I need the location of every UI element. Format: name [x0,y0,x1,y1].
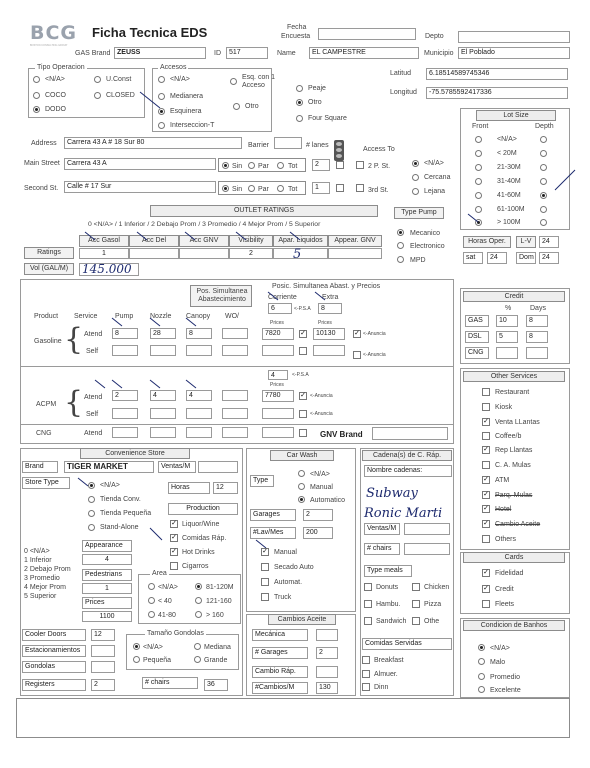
two-p-st-label: 2 P. St. [368,163,391,170]
gasoline-brace: { [64,322,84,357]
banos-na-label: <N/A> [490,645,510,652]
store-tienda-conv-label: Tienda Conv. [100,496,141,503]
horas-oper-label: Horas Oper. [463,236,511,248]
credit-gas-days[interactable]: 8 [526,315,548,327]
cambio-aceite-check[interactable]: ✓ [483,520,489,527]
access-cercana-label: Cercana [424,174,451,181]
accesos-interseccion-label: Interseccion-T [170,122,215,129]
address-field[interactable]: Carrera 43 A # 18 Sur 80 [64,137,242,149]
tick-acpm-pump [112,380,122,388]
acpm-canopy-field[interactable]: 4 [186,390,212,401]
page-title: Ficha Tecnica EDS [92,25,208,40]
cadena-handwritten-2: Ronic Marti [364,506,443,521]
tick-nozzle [150,318,160,326]
anuncia-label-3: <-Anuncia [310,393,333,399]
car-wash-title: Car Wash [270,450,334,461]
fidelidad-label: Fidelidad [495,570,524,577]
cambios-mes-field[interactable]: 130 [316,682,338,694]
four-square-label: Four Square [308,115,347,122]
cs-horas-field[interactable]: 12 [213,482,238,494]
cigarros-label: Cigarros [182,563,209,570]
pump-mpd-label: MPD [410,257,426,264]
credit-gas-label: GAS [465,315,489,327]
cambio-aceite-label: Cambio Aceite [495,521,541,528]
cadenas-ventas-label: Ventas/M [364,523,400,535]
acpm-price-check[interactable]: ✓ [300,392,306,399]
lanes-label: # lanes [306,142,329,149]
credit-dsl-days[interactable]: 8 [526,331,548,343]
name-field[interactable]: EL CAMPESTRE [309,47,419,59]
front-label: Front [472,123,489,130]
accesos-medianera-label: Medianera [170,93,204,100]
gasoline-atend-label: Atend [84,331,103,338]
lot-size-title: Lot Size [476,110,556,121]
acpm-nozzle-field[interactable]: 4 [150,390,176,401]
scale-3: 3 Promedio [24,575,60,582]
donuts-label: Donuts [376,584,399,591]
banos-malo-label: Malo [490,659,506,666]
lot-21-30-label: 21-30M [497,164,521,171]
access-to-label: Access To [363,146,395,153]
tick-corriente [268,292,278,300]
venta-llantas-label: Venta LLantas [495,419,540,426]
outlet-ratings-title: OUTLET RATINGS [150,205,378,217]
credit-dsl-label: DSL [465,331,489,343]
gasoline-label: Gasoline [34,338,62,345]
scale-4: 4 Mejor Prom [24,584,67,591]
liquor-check[interactable]: ✓ [171,520,177,527]
credit-gas-pct[interactable]: 10 [496,315,518,327]
cooler-doors-label: Cooler Doors [22,629,86,641]
extra-field[interactable]: 8 [318,303,342,314]
area-121-160-label: 121-160 [206,598,232,605]
col-wo: WO/ [225,313,239,320]
tipo-operacion-title: Tipo Operacion [37,64,85,71]
anuncia-label-2: <-Anuncia [363,352,386,358]
acpm-self-label: Self [86,411,99,418]
tick-extra [315,292,325,300]
barrier-label: Barrier [248,142,270,149]
hambu-label: Hambu. [376,601,401,608]
lav-mes-field[interactable]: 200 [303,527,333,539]
lot-31-40-label: 31-40M [497,178,521,185]
col-product: Product [34,313,59,320]
appearance-field[interactable]: 4 [82,554,132,565]
pedestrians-label: Pedestrians [82,569,132,581]
rating-col-apar-liquidos[interactable]: Apar. Liquidos [273,235,328,247]
depto-label: Depto [425,33,444,40]
address-label: Address [31,140,57,147]
comidas-rap-check[interactable]: ✓ [171,534,177,541]
lot-61-100-label: 61-100M [497,206,525,213]
longitud-label: Longitud [390,89,417,96]
area-label: Area [152,570,167,577]
wash-manual-check[interactable]: ✓ [262,548,268,555]
access-na-label: <N/A> [424,160,444,167]
cs-ventas-label: Ventas/M [158,461,196,473]
comidas-rap-label: Comidas Ráp. [182,535,227,542]
gasoline-nozzle-field[interactable]: 28 [150,328,176,339]
gasoline-extra-check[interactable]: ✓ [354,330,360,337]
fleets-label: Fleets [495,601,515,608]
gasoline-corriente-check[interactable]: ✓ [300,330,306,337]
area-gt160-label: > 160 [206,612,224,619]
venta-llantas-check[interactable]: ✓ [483,418,489,425]
mecanica-label: Mecánica [252,629,308,641]
encuesta-label: Encuesta [281,33,311,40]
tick-cs-type [78,478,88,486]
cs-prices-label: Prices [82,597,132,609]
credit-card-check[interactable]: ✓ [483,585,489,592]
depth-label: Depth [535,123,554,130]
tipo-uconst-label: U.Const [106,76,132,83]
dom-label: Dom [516,252,536,264]
ratings-scale: 0 <N/A> / 1 Inferior / 2 Debajo Prom / 3 Promedio / 4 Mejor Prom / 5 Superior [88,221,321,228]
other-services-title: Other Services [463,371,565,382]
main-par-label: Par [258,163,269,170]
pump-electronico-label: Electronico [410,243,445,250]
tick-depth [555,170,575,190]
hot-drinks-label: Hot Drinks [182,549,215,556]
second-st-label: Second St. [24,185,59,192]
col-pump: Pump [115,313,134,320]
sat-field[interactable]: 24 [487,252,507,264]
municipio-field[interactable]: El Poblado [458,47,570,59]
tamano-mediana-label: Mediana [204,644,231,651]
atm-check[interactable]: ✓ [483,476,489,483]
fidelidad-check[interactable]: ✓ [483,569,489,576]
pump-mecanico-label: Mecanico [410,230,440,237]
latitud-field[interactable]: 6.18514589745346 [426,68,568,80]
prices-label-2: Prices [318,320,332,326]
tipo-coco-label: COCO [45,92,66,99]
type-pump-button[interactable]: Type Pump [394,207,444,219]
main-lanes-field[interactable]: 2 [312,159,330,171]
access-lejana-label: Lejana [424,188,446,195]
logo-subtext: BOSTON CONSULTING GROUP [30,44,68,47]
gasoline-canopy-field[interactable]: 8 [186,328,212,339]
name-label: Name [277,50,296,57]
tipo-dodo-label: DODO [45,106,66,113]
fecha-label: Fecha [287,24,307,31]
pizza-label: Pizza [424,601,442,608]
pos-simultanea-label: Pos. Simultanea Abastecimiento [196,288,248,304]
prices-label-3: Prices [270,382,284,388]
registers-field[interactable]: 2 [91,679,115,691]
registers-label: Registers [22,679,86,691]
prices-label-1: Prices [270,320,284,326]
id-field[interactable]: 517 [226,47,268,59]
col-service: Service [74,313,98,320]
parq-mulas-label: Parq. Mulas [495,492,533,499]
kiosk-label: Kiosk [495,404,513,411]
parq-mulas-check[interactable]: ✓ [483,491,489,498]
accesos-esquinera-label: Esquinera [170,108,202,115]
cs-chairs-field[interactable]: 36 [204,679,228,691]
gas-brand-field[interactable]: ZEUSS [114,47,206,59]
gondolas-label: Gondolas [22,661,86,673]
tick-acpm-atend [95,380,105,388]
sandwich-label: Sandwich [376,618,407,625]
vol-label: Vol (GAL/M) [24,263,74,275]
credit-cng-label: CNG [465,347,489,359]
gasoline-pump-field[interactable]: 8 [112,328,138,339]
others-label: Others [495,536,517,543]
main-street-label: Main Street [24,160,60,167]
latitud-label: Latitud [390,70,412,77]
car-wash-type-label: Type [250,475,274,487]
hotel-check[interactable]: ✓ [483,505,489,512]
rating-col-acc-gnv[interactable]: Acc GNV [179,235,229,247]
sat-label: sat [463,252,483,264]
estacionamientos-label: Estacionamientos [22,645,86,657]
cs-horas-label: Horas [168,482,210,494]
cards-title: Cards [463,552,565,563]
production-label: Production [168,503,238,515]
credit-dsl-pct[interactable]: 5 [496,331,518,343]
lot-na-label: <N/A> [497,136,517,143]
rating-col-acc-del[interactable]: Acc Del [129,235,179,247]
credit-title: Credit [463,291,565,302]
cadenas-title: Cadena(s) de C. Ráp. [362,450,452,461]
credit-pct-label: % [505,305,512,312]
cooler-doors-field[interactable]: 12 [91,629,115,641]
wash-garages-label: Garages [250,509,296,521]
tick-visibility [236,232,246,240]
tamano-grande-label: Grande [204,657,228,664]
tick-acc-gasol [85,232,95,240]
gasoline-price-extra[interactable]: 10130 [313,328,345,340]
area-81-120-label: 81-120M [206,584,234,591]
area-41-80-label: 41-80 [158,612,176,619]
tick-apar [290,232,300,240]
id-label: ID [214,50,221,57]
psa-arrow-acpm: <-P.S.A [292,372,309,378]
ca-mulas-label: C. A. Mulas [495,462,531,469]
cs-brand-field[interactable]: TIGER MARKET [64,461,154,473]
nombre-cadenas-label: Nombre cadenas: [364,465,452,477]
truck-label: Truck [274,594,292,601]
type-meals-label: Type meals [364,565,412,577]
main-tot-label: Tot [288,163,298,170]
acpm-brace: { [64,385,84,420]
acpm-label: ACPM [36,401,57,408]
tamano-gondolas-label: Tamaño Gondolas [147,630,204,637]
peaje-label: Peaje [308,85,326,92]
scale-5: 5 Superior [24,593,57,600]
tamano-na-label: <N/A> [143,644,163,651]
tamano-pequena-label: Pequeña [143,657,172,664]
tick-manual [256,540,266,548]
acpm-pos-field[interactable]: 4 [268,370,288,380]
cambios-aceite-title: Cambios Aceite [268,614,336,625]
hotel-label: Hotel [495,506,512,513]
tick-pump [112,318,122,326]
banos-title: Condicion de Banhos [463,620,565,631]
atm-label: ATM [495,477,510,484]
acpm-price-field[interactable]: 7780 [262,390,294,402]
rating-value-visibility[interactable]: 2 [229,248,273,259]
cadena-handwritten-1: Subway [366,486,418,501]
wash-na-label: <N/A> [310,471,330,478]
wash-manual-label: Manual [310,484,333,491]
liquor-label: Liquor/Wine [182,521,220,528]
posic-simult-label: Posic. Simultanea Abast. y Precios [272,283,381,290]
wash-manual-check-label: Manual [274,549,297,556]
aceite-garages-label: # Garages [252,647,308,659]
tipo-na-label: <N/A> [45,76,65,83]
accesos-title: Accesos [160,64,187,71]
lot-lt20-label: < 20M [497,150,517,157]
second-lanes-field[interactable]: 1 [312,182,330,194]
corriente-label: Corriente [268,294,297,301]
comidas-servidas-label: Comidas Servidas [362,638,452,650]
lav-mes-label: #Lav/Mes [250,527,296,539]
area-na-label: <N/A> [158,584,178,591]
almuer-label: Almuer. [374,671,398,678]
cambios-mes-label: #Cambios/M [252,682,308,694]
wash-automatico-label: Automatico [310,497,346,504]
otro-loc-label: Otro [308,99,322,106]
acpm-pump-field[interactable]: 2 [112,390,138,401]
coffee-label: Coffee/b [495,433,522,440]
main-street-field[interactable]: Carrera 43 A [64,158,216,170]
lot-gt100-label: > 100M [497,219,521,226]
rep-llantas-label: Rep Llantas [495,447,533,454]
anuncia-label-4: <-Anuncia [310,411,333,417]
psa-arrow-top: <-P.S.A [294,306,311,312]
municipio-label: Municipio [424,50,454,57]
gasoline-price-corriente[interactable]: 7820 [262,328,294,340]
col-nozzle: Nozzle [150,313,172,320]
credit-days-label: Days [530,305,546,312]
chicken-label: Chicken [424,584,450,591]
tick-esquinera [140,92,160,108]
rating-col-appear-gnv[interactable]: Appear. GNV [328,235,382,247]
store-na-label: <N/A> [100,482,120,489]
store-type-label: Store Type [22,477,70,489]
third-st-label: 3rd St. [368,187,389,194]
accesos-na-label: <N/A> [170,76,190,83]
second-tot-label: Tot [288,186,298,193]
ratings-label: Ratings [24,247,74,259]
appearance-label: Appearance [82,540,132,552]
accesos-esq1-label: Esq. con 1 Acceso [242,74,276,89]
tick-acpm-canopy [186,380,196,388]
automat-label: Automat. [274,579,303,586]
rating-handwritten-apar: 5 [293,247,302,262]
breakfast-label: Breakfast [374,657,404,664]
cadenas-chairs-label: # chairs [364,543,400,555]
second-st-field[interactable]: Calle # 17 Sur [64,181,216,193]
rating-col-acc-gasol[interactable]: Acc Gasol [79,235,129,247]
rating-value-acc-gasol[interactable]: 1 [79,248,129,259]
logo-text: BCG [30,22,78,44]
area-lt40-label: < 40 [158,598,172,605]
pedestrians-field[interactable]: 1 [82,583,132,594]
second-sin-label: Sin [232,186,243,193]
banos-promedio-label: Promedio [490,674,520,681]
tick-acc-del [137,232,147,240]
tick-acpm-nozzle [150,380,160,388]
gasoline-self-label: Self [86,348,99,355]
aceite-garages-field[interactable]: 2 [316,647,338,659]
accesos-otro-label: Otro [245,103,259,110]
dom-field[interactable]: 24 [539,252,559,264]
lot-41-60-label: 41-60M [497,192,521,199]
convenience-store-title: Convenience Store [80,448,190,459]
corriente-field[interactable]: 6 [268,303,292,314]
restaurant-label: Restaurant [495,389,530,396]
cs-prices-field[interactable]: 1100 [82,611,132,622]
dinn-label: Dinn [374,684,389,691]
tick-production [150,528,162,540]
othe-label: Othe [424,618,440,625]
rating-col-visibility[interactable]: Visibility [229,235,273,247]
tick-canopy [186,318,196,326]
cambio-rap-label: Cambio Ráp. [252,666,308,678]
tipo-closed-label: CLOSED [106,92,135,99]
lv-label: L-V [516,236,536,248]
cs-chairs-label: # chairs [142,677,198,689]
main-sin-label: Sin [232,163,243,170]
anuncia-label-1: <-Anuncia [363,331,386,337]
longitud-field[interactable]: -75.5785592417336 [426,87,568,99]
col-canopy: Canopy [186,313,211,320]
scale-2: 2 Debajo Prom [24,566,71,573]
lv-field[interactable]: 24 [539,236,559,248]
scale-1: 1 Inferior [24,557,52,564]
gnv-brand-label: GNV Brand [320,430,363,439]
tick-acc-gnv [185,232,195,240]
gas-brand-label: GAS Brand [75,50,111,57]
vol-handwritten: 145.000 [82,262,132,276]
second-par-label: Par [258,186,269,193]
secado-auto-label: Secado Auto [274,564,314,571]
cng-atend-label: Atend [84,430,103,437]
tick-front [468,214,478,222]
hot-drinks-check[interactable]: ✓ [171,548,177,555]
cng-label: CNG [36,430,52,437]
extra-label: Extra [322,294,339,301]
cs-brand-label: Brand [22,461,58,473]
credit-card-label: Credit [495,586,514,593]
banos-excelente-label: Excelente [490,687,521,694]
acpm-atend-label: Atend [84,394,103,401]
wash-garages-field[interactable]: 2 [303,509,333,521]
scale-0: 0 <N/A> [24,548,50,555]
rep-llantas-check[interactable]: ✓ [483,446,489,453]
store-tienda-pequena-label: Tienda Pequeña [100,510,152,517]
store-stand-alone-label: Stand-Alone [100,524,139,531]
